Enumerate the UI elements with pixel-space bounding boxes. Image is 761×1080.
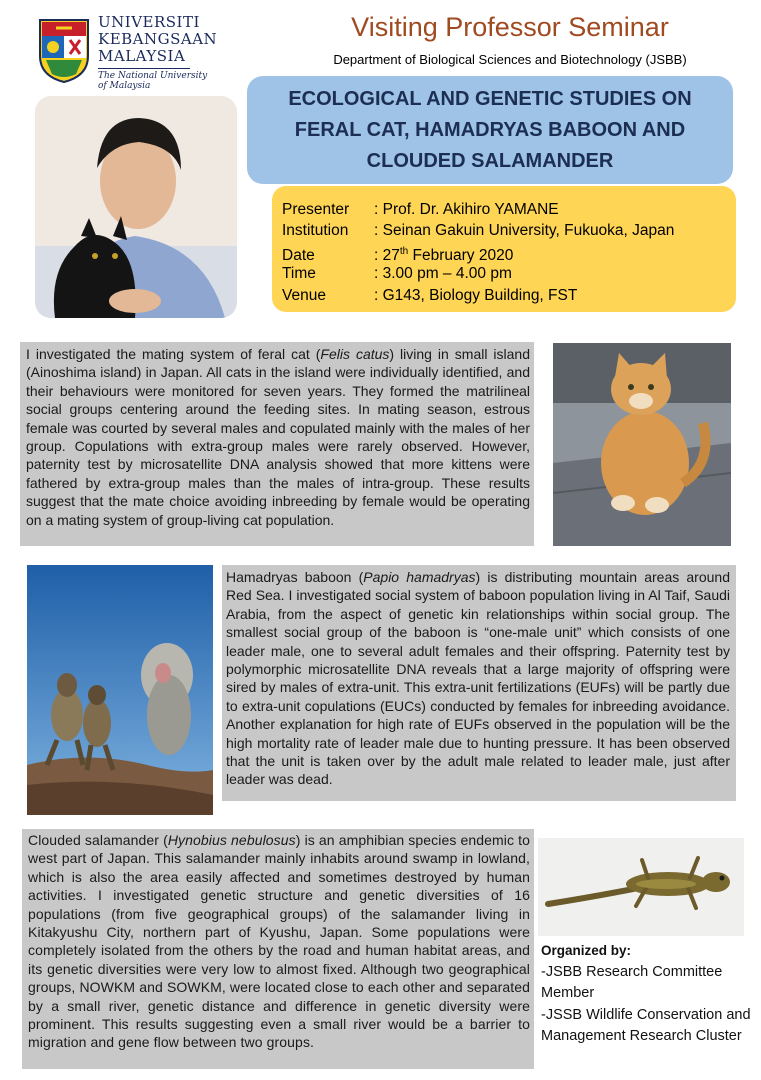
university-name <box>98 13 218 91</box>
time-value: : 3.00 pm – 4.00 pm <box>374 265 512 282</box>
institution-value: : Seinan Gakuin University, Fukuoka, Japan <box>374 222 675 239</box>
cat-abstract-intro: I investigated the mating system of feral cat ( <box>26 346 321 362</box>
salamander-abstract-body: ) is an amphibian species endemic to west part of Japan. This salamander mainly inhabits around swamp in lowland, which is also the area easily affected and sometimes destroyed by human activities. I investigated genetic structure and genetic diversities of 16 populations (from five geographical groups) of the salamander living in Kitakyushu City, northern part of Kyushu, Japan. Some populations were completely isolated from the others by the road and human habitat areas, and its genetic diversities were very low to almost fixed. Although two geographical groups, NOWKM and SOWKM, were located close to each other and separated by a small river, genetic distance and difference in genetic diversity were prominent. This results suggesting even a small river would be a barrier to migration and gene flow between two groups. <box>28 832 530 1051</box>
venue-row <box>282 286 577 306</box>
date-value-ordinal: th <box>399 246 409 257</box>
department-name: Department of Biological Sciences and Biotechnology (JSBB) <box>333 52 687 67</box>
seminar-details-box <box>272 186 736 312</box>
presenter-row <box>282 200 559 220</box>
salamander-abstract <box>22 829 534 1069</box>
salamander-species-name: Hynobius nebulosus <box>167 832 296 848</box>
logo-divider <box>98 68 190 69</box>
university-name-line3: MALAYSIA <box>98 47 186 65</box>
baboon-abstract-intro: Hamadryas baboon ( <box>226 569 364 585</box>
seminar-topic-title: ECOLOGICAL AND GENETIC STUDIES ON FERAL CAT, HAMADRYAS BABOON AND CLOUDED SALAMANDER <box>288 87 692 172</box>
presenter-label: Presenter <box>282 201 350 218</box>
university-subtitle-line2: of Malaysia <box>98 81 151 91</box>
organizer-line-2: -JSSB Wildlife Conservation and Management Research Cluster <box>541 1006 751 1044</box>
organizer-line-1: -JSBB Research Committee Member <box>541 963 723 1001</box>
time-label: Time <box>282 265 316 282</box>
clouded-salamander-photo <box>538 838 744 936</box>
seminar-topic-box <box>247 76 733 184</box>
presenter-photo <box>35 96 237 318</box>
baboon-species-name: Papio hamadryas <box>363 569 476 585</box>
venue-label: Venue <box>282 287 326 304</box>
date-label: Date <box>282 247 315 265</box>
date-value-rest: February 2020 <box>408 247 514 265</box>
organizer-section <box>541 940 751 1048</box>
cat-abstract <box>20 342 534 546</box>
institution-row <box>282 221 674 241</box>
baboon-abstract <box>222 565 736 801</box>
page-title: Visiting Professor Seminar <box>351 12 669 42</box>
venue-value: : G143, Biology Building, FST <box>374 287 578 304</box>
institution-label: Institution <box>282 222 349 239</box>
university-subtitle-line1: The National University <box>98 71 208 81</box>
university-name-line1: UNIVERSITI <box>98 13 200 31</box>
baboon-abstract-body: ) is distributing mountain areas around Red Sea. I investigated social system of baboon population living in Al Taif, Saudi Arabia, from the aspect of genetic kin relationships within social group. The smallest social group of the baboon is “one-male unit” which consists of one leader male, one to several adult females and their offspring. Paternity test by polymorphic microsatellite DNA reveals that a large majority of offspring were sired by males of extra-unit. This extra-unit fertilizations (EUFs) will be partly due to extra-unit copulations (EUCs) conducted by females for inbreeding avoidance. Another explanation for high rate of EUFs observed in the population will be the high mortality rate of leader male due to hunting pressure. It has been observed that the unit is taken over by the adult male related to leader male, just after leader was dead. <box>226 569 730 788</box>
presenter-value: : Prof. Dr. Akihiro YAMANE <box>374 201 559 218</box>
cat-species-name: Felis catus <box>320 346 390 362</box>
university-name-line2: KEBANGSAAN <box>98 30 218 48</box>
hamadryas-baboon-photo <box>27 565 213 815</box>
date-value-day: : 27 <box>374 247 400 265</box>
university-crest-logo <box>36 16 92 84</box>
salamander-abstract-intro: Clouded salamander ( <box>28 832 168 848</box>
organizer-title: Organized by: <box>541 943 632 958</box>
date-row <box>282 242 513 266</box>
feral-cat-photo <box>553 343 731 546</box>
cat-abstract-body: ) living in small island (Ainoshima island) in Japan. All cats in the island were individually identified, and their behaviours were monitored for seven years. They formed the matrilineal social groups centering around the feeding sites. In mating season, estrous female was courted by several males and copulated mainly with the males of her group. Copulations with extra-group males were rarely observed. However, paternity test by microsatellite DNA analysis showed that more kittens were fathered by extra-group males than the males of intra-group. These results suggest that the mate choice avoiding inbreeding by female would be operating on a mating system of group-living cat population. <box>26 346 530 528</box>
time-row <box>282 264 512 284</box>
